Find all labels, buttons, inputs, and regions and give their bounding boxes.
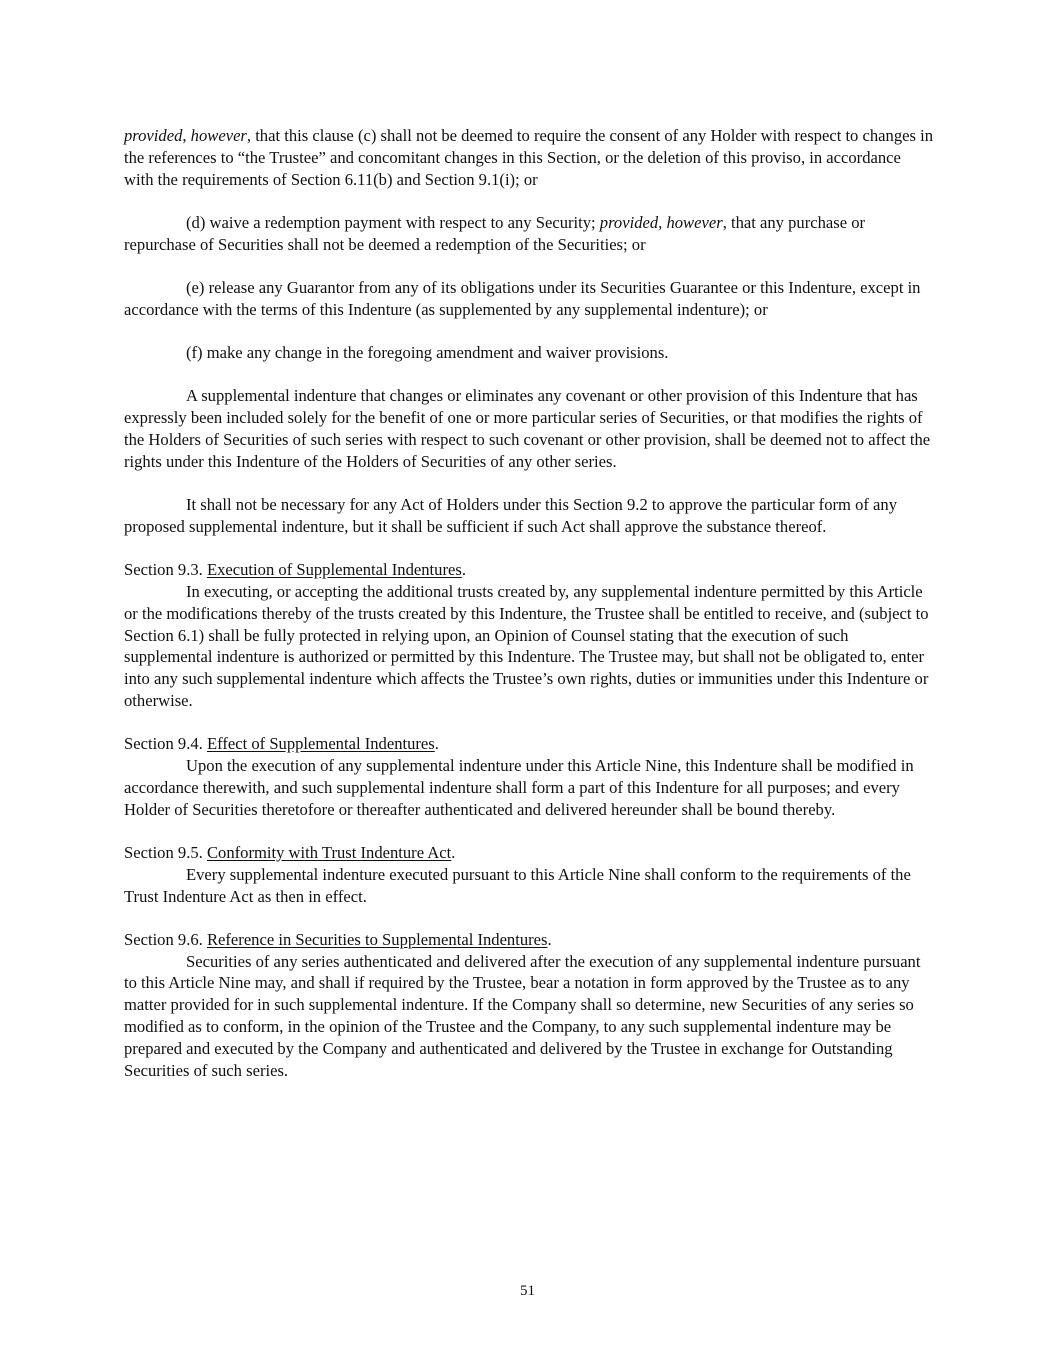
clause-e-paragraph: (e) release any Guarantor from any of its obligations under its Securities Guarantee or this Indenture, except in accordance with the terms of this Indenture (as supplemented by any supplemental indenture); or	[124, 277, 921, 319]
section-9-4-number: Section 9.4.	[124, 734, 207, 754]
proviso-paragraph	[124, 125, 934, 190]
section-9-4-heading	[124, 733, 934, 755]
section-9-5-period: .	[451, 842, 456, 862]
clause-d-paragraph	[124, 212, 934, 256]
section-9-3-period: .	[461, 560, 466, 580]
proviso-text: , that this clause (c) shall not be deemed to require the consent of any Holder with respect to changes in the references to “the Trustee” and concomitant changes in this Section, or the deletion of this proviso, in accordance with the requirements of Section 6.11(b) and Section 9.1(i); or	[124, 126, 934, 189]
section-9-5-heading	[124, 842, 934, 864]
supplemental-indenture-paragraph: A supplemental indenture that changes or eliminates any covenant or other provision of this Indenture that has expressly been included solely for the benefit of one or more particular series of Securities, or that modifies the rights of the Holders of Securities of such series with respect to such covenant or other provision, shall be deemed not to affect the rights under this Indenture of the Holders of Securities of any other series.	[124, 386, 931, 471]
section-9-6-body: Securities of any series authenticated and delivered after the execution of any supplemental indenture pursuant to this Article Nine may, and shall if required by the Trustee, bear a notation in form approved by the Trustee as to any matter provided for in such supplemental indenture. If the Company shall so determine, new Securities of any series so modified as to conform, in the opinion of the Trustee and the Company, to any such supplemental indenture may be prepared and executed by the Company and authenticated and delivered by the Trustee in exchange for Outstanding Securities of such series.	[124, 951, 921, 1080]
clause-d-text-a: (d) waive a redemption payment with respect to any Security;	[186, 212, 600, 232]
section-9-5-body: Every supplemental indenture executed pursuant to this Article Nine shall conform to the requirements of the Trust Indenture Act as then in effect.	[124, 864, 911, 906]
comma: ,	[182, 126, 191, 145]
section-9-5-title: Conformity with Trust Indenture Act	[206, 842, 452, 862]
clause-d-italic: provided, however	[599, 212, 723, 232]
clause-d-text-b: , that any purchase or repurchase of Securities shall not be deemed a redemption of the Securities; or	[124, 212, 866, 254]
section-9-3-title: Execution of Supplemental Indentures	[206, 560, 462, 580]
section-9-6-title: Reference in Securities to Supplemental Indentures	[206, 929, 548, 949]
italic-however: however	[190, 126, 247, 145]
section-9-3-number: Section 9.3.	[124, 560, 207, 580]
clause-f-paragraph: (f) make any change in the foregoing amendment and waiver provisions.	[186, 343, 669, 363]
document-page	[124, 125, 934, 1081]
page-number: 51	[520, 1283, 535, 1299]
section-9-3-heading	[124, 559, 934, 581]
italic-provided: provided	[124, 126, 183, 145]
section-9-6-period: .	[547, 929, 552, 949]
section-9-4-title: Effect of Supplemental Indentures	[206, 734, 435, 754]
section-9-5-number: Section 9.5.	[124, 842, 207, 862]
section-9-3-body: In executing, or accepting the additional trusts created by, any supplemental indenture permitted by this Article or the modifications thereby of the trusts created by this Indenture, the Trustee shall be entitled to receive, and (subject to Section 6.1) shall be fully protected in relying upon, an Opinion of Counsel stating that the execution of such supplemental indenture is authorized or permitted by this Indenture. The Trustee may, but shall not be obligated to, enter into any such supplemental indenture which affects the Trustee’s own rights, duties or immunities under this Indenture or otherwise.	[124, 581, 929, 710]
act-of-holders-paragraph: It shall not be necessary for any Act of Holders under this Section 9.2 to approve the particular form of any proposed supplemental indenture, but it shall be sufficient if such Act shall approve the substance thereof.	[124, 495, 898, 536]
section-9-6-number: Section 9.6.	[124, 929, 207, 949]
section-9-4-period: .	[434, 734, 439, 754]
section-9-4-body: Upon the execution of any supplemental indenture under this Article Nine, this Indenture shall be modified in accordance therewith, and such supplemental indenture shall form a part of this Indenture for all purposes; and every Holder of Securities theretofore or thereafter authenticated and delivered hereunder shall be bound thereby.	[124, 756, 914, 819]
section-9-6-heading	[124, 929, 934, 951]
